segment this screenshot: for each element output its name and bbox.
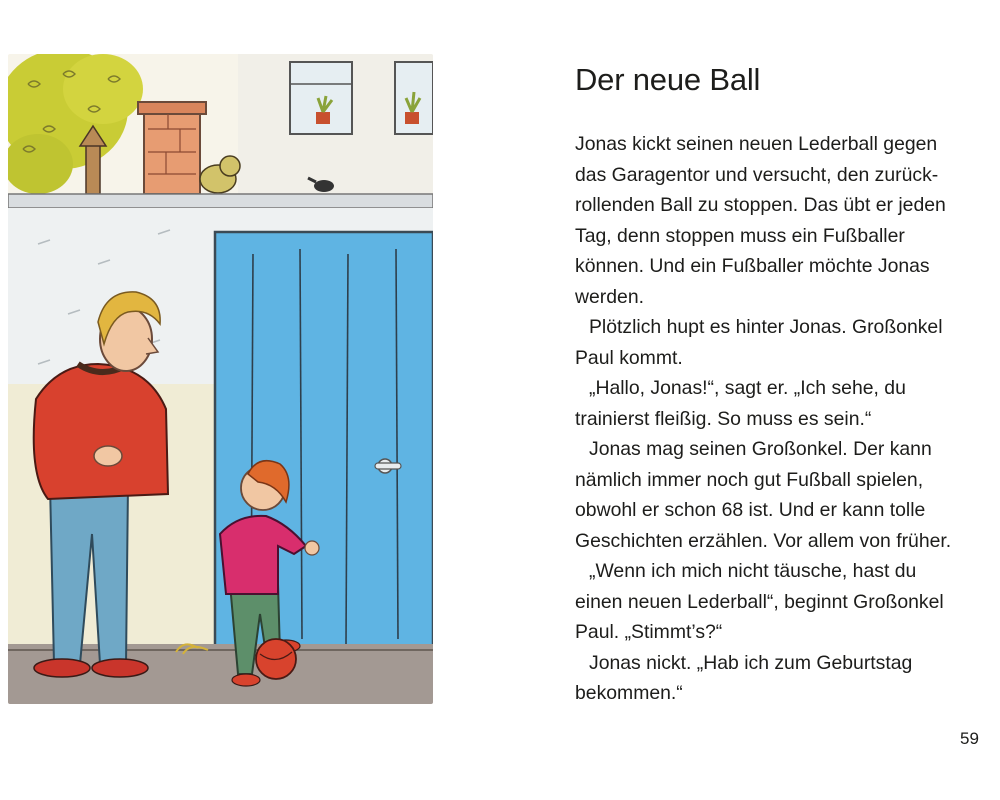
story-line: das Garagentor und versucht, den zurück- <box>575 163 939 186</box>
story-line: Jonas kickt seinen neuen Lederball gegen <box>575 133 938 155</box>
story-line: Paul. „Stimmt’s?“ <box>575 621 723 643</box>
story-title: Der neue Ball <box>575 62 761 97</box>
story-line: Tag, denn stoppen muss ein Fußballer <box>575 224 905 247</box>
story-line: Plötzlich hupt es hinter Jonas. Großonkel <box>589 316 943 338</box>
story-line: obwohl er schon 68 ist. Und er kann tolle <box>575 499 926 521</box>
story-line: trainierst fleißig. So muss es sein.“ <box>575 407 872 430</box>
story-line: „Wenn ich mich nicht täusche, hast du <box>589 560 917 582</box>
story-line: rollenden Ball zu stoppen. Das übt er jeden <box>575 194 946 216</box>
story-line: „Hallo, Jonas!“, sagt er. „Ich sehe, du <box>589 377 906 399</box>
story-line: nämlich immer noch gut Fußball spielen, <box>575 468 924 491</box>
story-line: Geschichten erzählen. Vor allem von früher. <box>575 529 952 552</box>
story-line: einen neuen Lederball“, beginnt Großonkel <box>575 590 944 613</box>
story-text <box>575 129 995 709</box>
story-line: können. Und ein Fußballer möchte Jonas <box>575 255 930 277</box>
story-line: werden. <box>575 285 644 308</box>
page-number: 59 <box>960 729 979 748</box>
story-line: Paul kommt. <box>575 346 683 369</box>
story-line: Jonas mag seinen Großonkel. Der kann <box>589 438 932 460</box>
story-line: bekommen.“ <box>575 682 683 704</box>
story-line: Jonas nickt. „Hab ich zum Geburtstag <box>589 651 913 674</box>
story-illustration <box>8 54 433 704</box>
